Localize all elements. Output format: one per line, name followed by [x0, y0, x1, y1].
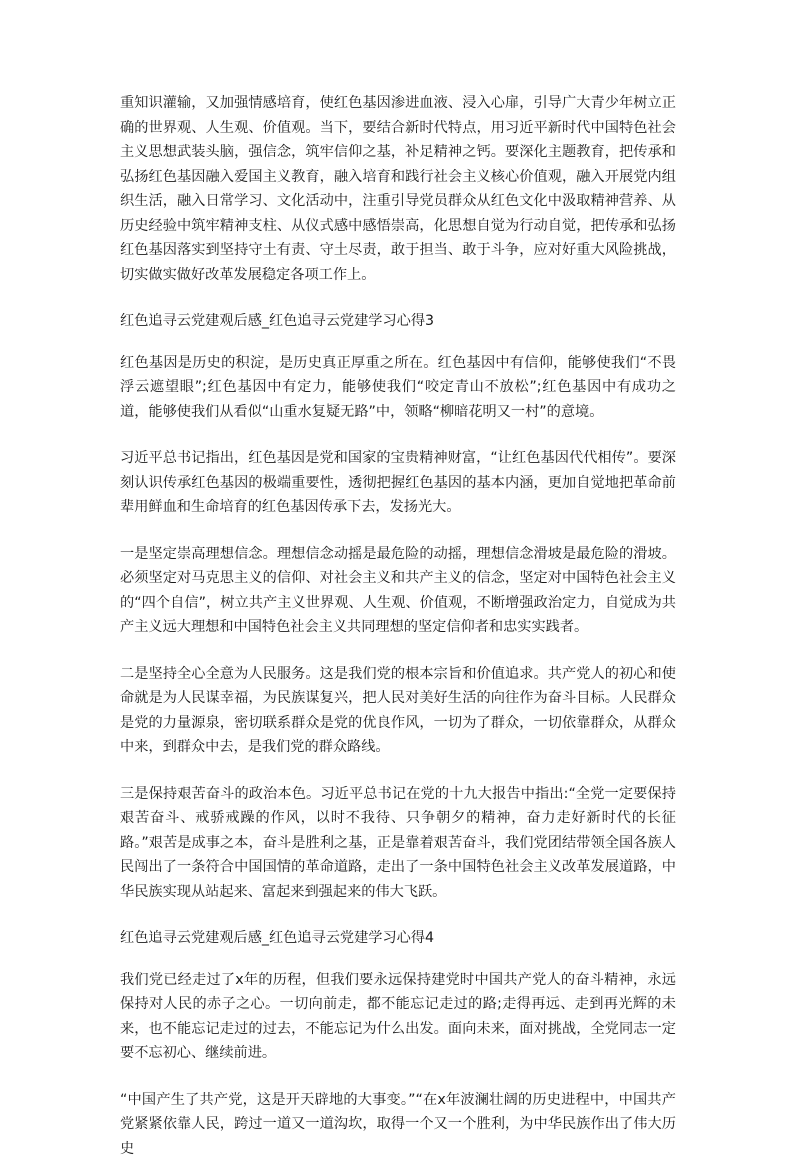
- paragraph-point-two: 二是坚持全心全意为人民服务。这是我们党的根本宗旨和价值追求。共产党人的初心和使命就是为人民谋幸福，为民族谋复兴，把人民对美好生活的向往作为奋斗目标。人民群众是党的力量源泉，密切联系群众是党的优良作风，一切为了群众，一切依靠群众，从群众中来，到群众中去，是我们党的群众路线。: [120, 662, 676, 760]
- paragraph-point-three: 三是保持艰苦奋斗的政治本色。习近平总书记在党的十九大报告中指出:“全党一定要保持艰苦奋斗、戒骄戒躁的作风，以时不我待、只争朝夕的精神，奋力走好新时代的长征路。”艰苦是成事之本，奋斗是胜利之基，正是靠着艰苦奋斗，我们党团结带领全国各族人民闯出了一条符合中国国情的革命道路，走出了一条中国特色社会主义改革发展道路，中华民族实现从站起来、富起来到强起来的伟大飞跃。: [120, 782, 676, 905]
- paragraph-founding-event: “中国产生了共产党，这是开天辟地的大事变。”“在x年波澜壮阔的历史进程中，中国共产党紧紧依靠人民，跨过一道又一道沟坎，取得一个又一个胜利，为中华民族作出了伟大历史: [120, 1088, 676, 1161]
- section-heading-3: 红色追寻云党建观后感_红色追寻云党建学习心得3: [120, 309, 676, 334]
- paragraph-red-gene-inheritance: 重知识灌输，又加强情感培育，使红色基因渗进血液、浸入心扉，引导广大青少年树立正确的世界观、人生观、价值观。当下，要结合新时代特点，用习近平新时代中国特色社会主义思想武装头脑，强信念，筑牢信仰之基，补足精神之钙。要深化主题教育，把传承和弘扬红色基因融入爱国主义教育，融入培育和践行社会主义核心价值观，融入开展党内组织生活，融入日常学习、文化活动中，注重引导党员群众从红色文化中汲取精神营养、从历史经验中筑牢精神支柱、从仪式感中感悟崇高，化思想自觉为行动自觉，把传承和弘扬红色基因落实到坚持守土有责、守土尽责，敢于担当、敢于斗争，应对好重大风险挑战，切实做实做好改革发展稳定各项工作上。: [120, 91, 676, 287]
- document-body: [120, 91, 676, 1161]
- paragraph-history-accumulation: 红色基因是历史的积淀，是历史真正厚重之所在。红色基因中有信仰，能够使我们“不畏浮云遮望眼”;红色基因中有定力，能够使我们“咬定青山不放松”;红色基因中有成功之道，能够使我们从看似“山重水复疑无路”中，领略“柳暗花明又一村”的意境。: [120, 351, 676, 425]
- paragraph-party-history: 我们党已经走过了x年的历程，但我们要永远保持建党时中国共产党人的奋斗精神，永远保持对人民的赤子之心。一切向前走，都不能忘记走过的路;走得再远、走到再光辉的未来，也不能忘记走过的过去，不能忘记为什么出发。面向未来，面对挑战，全党同志一定要不忘初心、继续前进。: [120, 968, 676, 1066]
- section-heading-4: 红色追寻云党建观后感_红色追寻云党建学习心得4: [120, 926, 676, 951]
- paragraph-point-one: 一是坚定崇高理想信念。理想信念动摇是最危险的动摇，理想信念滑坡是最危险的滑坡。必须坚定对马克思主义的信仰、对社会主义和共产主义的信念，坚定对中国特色社会主义的“四个自信”，树立共产主义世界观、人生观、价值观，不断增强政治定力，自觉成为共产主义远大理想和中国特色社会主义共同理想的坚定信仰者和忠实实践者。: [120, 542, 676, 640]
- paragraph-xi-instruction: 习近平总书记指出，红色基因是党和国家的宝贵精神财富，“让红色基因代代相传”。要深刻认识传承红色基因的极端重要性，透彻把握红色基因的基本内涵，更加自觉地把革命前辈用鲜血和生命培育的红色基因传承下去，发扬光大。: [120, 446, 676, 520]
